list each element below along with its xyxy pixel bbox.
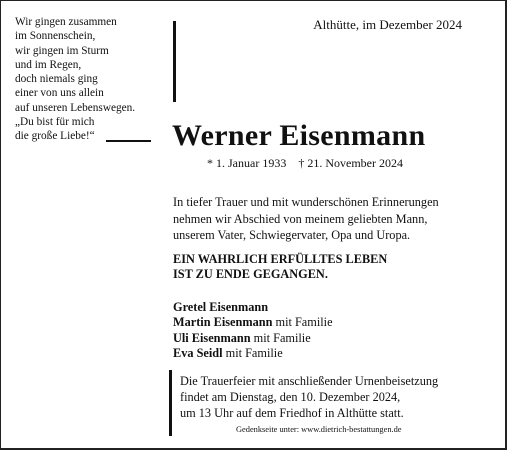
motto-line: EIN WAHRLICH ERFÜLLTES LEBEN — [173, 252, 388, 266]
poem-line: im Sonnenschein, — [15, 30, 96, 43]
poem-line: auf unseren Lebenswegen. — [15, 101, 136, 114]
family-member — [173, 315, 333, 330]
death-date: † 21. November 2024 — [298, 156, 403, 170]
vertical-rule-bottom — [169, 370, 172, 436]
mourning-line: unserem Vater, Schwiegervater, Opa und Uropa. — [173, 228, 411, 243]
poem-line: wir gingen im Sturm — [15, 44, 109, 57]
deceased-name: Werner Eisenmann — [172, 119, 426, 152]
poem-line: Wir gingen zusammen — [15, 16, 117, 28]
motto — [173, 252, 387, 282]
life-dates — [207, 156, 403, 171]
family-member — [173, 346, 333, 361]
poem-divider — [106, 140, 151, 142]
family-member-name: Uli Eisenmann — [173, 330, 251, 345]
vertical-rule-top — [173, 21, 176, 102]
mourning-line: In tiefer Trauer und mit wunderschönen Erinnerungen — [173, 195, 439, 209]
family-member-name: Martin Eisenmann — [173, 315, 273, 330]
poem-line: doch niemals ging — [15, 73, 98, 86]
poem — [15, 15, 155, 144]
family-member-suffix: mit Familie — [275, 315, 333, 330]
funeral-info — [180, 373, 438, 422]
poem-line: „Du bist für mich — [15, 116, 95, 129]
family-member-name: Eva Seidl — [173, 345, 223, 360]
family-member — [173, 300, 333, 315]
poem-line: einer von uns allein — [15, 87, 104, 100]
memorial-page-link[interactable]: Gedenkseite unter: www.dietrich-bestattungen.de — [236, 425, 402, 434]
mourning-text — [173, 194, 439, 244]
funeral-line: findet am Dienstag, den 10. Dezember 2024, — [180, 390, 401, 405]
family-member-suffix: mit Familie — [253, 330, 311, 345]
mourning-line: nehmen wir Abschied von meinem geliebten Mann, — [173, 211, 428, 226]
birth-date: * 1. Januar 1933 — [207, 156, 287, 170]
poem-line: und im Regen, — [15, 58, 82, 71]
family-member-suffix: mit Familie — [225, 345, 283, 360]
motto-line: IST ZU ENDE GEGANGEN. — [173, 267, 328, 282]
family-member-name: Gretel Eisenmann — [173, 300, 269, 314]
funeral-line: Die Trauerfeier mit anschließender Urnenbeisetzung — [180, 374, 439, 388]
family-member — [173, 331, 333, 346]
place-date: Althütte, im Dezember 2024 — [313, 17, 462, 32]
poem-line: die große Liebe!“ — [15, 130, 95, 143]
funeral-line: um 13 Uhr auf dem Friedhof in Althütte statt. — [180, 406, 404, 421]
family-list — [173, 300, 333, 361]
